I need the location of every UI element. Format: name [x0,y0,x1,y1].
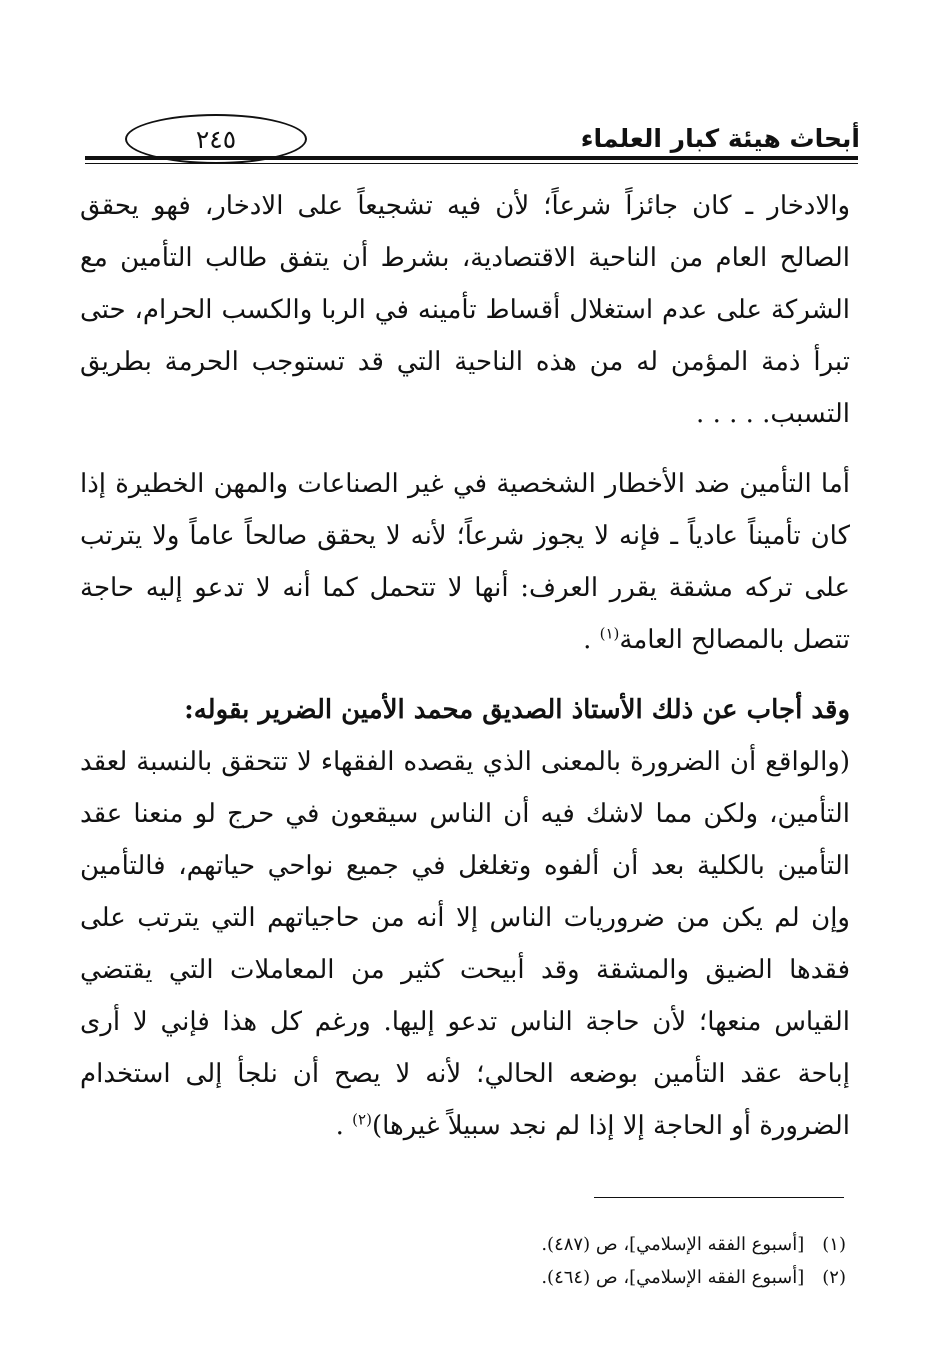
paragraph-2-end: . [583,625,600,655]
header-rule-thin [85,163,858,164]
paragraph-3 [80,736,850,1152]
paragraph-3-end: . [335,1111,353,1141]
paragraph-1: والادخار ـ كان جائزاً شرعاً؛ لأن فيه تشجيعاً على الادخار، فهو يحقق الصالح العام من الناحية الاقتصادية، بشرط أن يتفق طالب التأمين مع الشركة على عدم استغلال أقساط تأمينه في الربا والكسب الحرام، حتى تبرأ ذمة المؤمن له من هذه الناحية التي قد تستوجب الحرمة بطريق التسبب. . . . . [80,191,850,429]
footnote-2 [300,1261,846,1294]
footnote-number: (١) [822,1234,846,1255]
paragraph-3-lead: وقد أجاب عن ذلك الأستاذ الصديق محمد الأمين الضرير بقوله: [184,695,850,725]
page-number: ٢٤٥ [195,125,237,154]
footnote-text: [أسبوع الفقه الإسلامي]، ص (٤٦٤). [541,1267,805,1288]
footnotes [300,1228,846,1294]
footnote-ref-1: (١) [599,624,620,643]
footnote-ref-2: (٢) [352,1110,372,1129]
footnote-number: (٢) [822,1267,846,1288]
paragraph-2 [80,458,850,666]
footnote-text: [أسبوع الفقه الإسلامي]، ص (٤٨٧). [541,1234,805,1255]
paragraph-3-text: (والواقع أن الضرورة بالمعنى الذي يقصده الفقهاء لا تتحقق بالنسبة لعقد التأمين، ولكن مما لاشك فيه أن الناس سيقعون في حرج لو منعنا عقد التأمين بالكلية بعد أن ألفوه وتغلغل في جميع نواحي حياتهم، فالتأمين وإن لم يكن من ضروريات الناس إلا أنه من حاجياتهم التي يترتب على فقدها الضيق والمشقة وقد أبيحت كثير من المعاملات التي يقتضي القياس منعها؛ لأن حاجة الناس تدعو إليها. ورغم كل هذا فإني لا أرى إباحة عقد التأمين بوضعه الحالي؛ لأنه لا يصح أن نلجأ إلى استخدام الضرورة أو الحاجة إلا إذا لم نجد سبيلاً غيرها) [80,747,850,1141]
header-rule-thick [85,156,858,160]
footnote-1 [300,1228,846,1261]
book-title: أبحاث هيئة كبار العلماء [580,124,860,153]
footnote-separator [594,1197,844,1198]
paragraph-2-text: أما التأمين ضد الأخطار الشخصية في غير الصناعات والمهن الخطيرة إذا كان تأميناً عادياً ـ فإنه لا يجوز شرعاً؛ لأنه لا يحقق صالحاً عاماً ولا يترتب على تركه مشقة يقرر العرف: أنها لا تتحمل كما أنه لا تدعو إليه حاجة تتصل بالمصالح العامة [80,469,850,655]
body-text [80,180,850,1152]
